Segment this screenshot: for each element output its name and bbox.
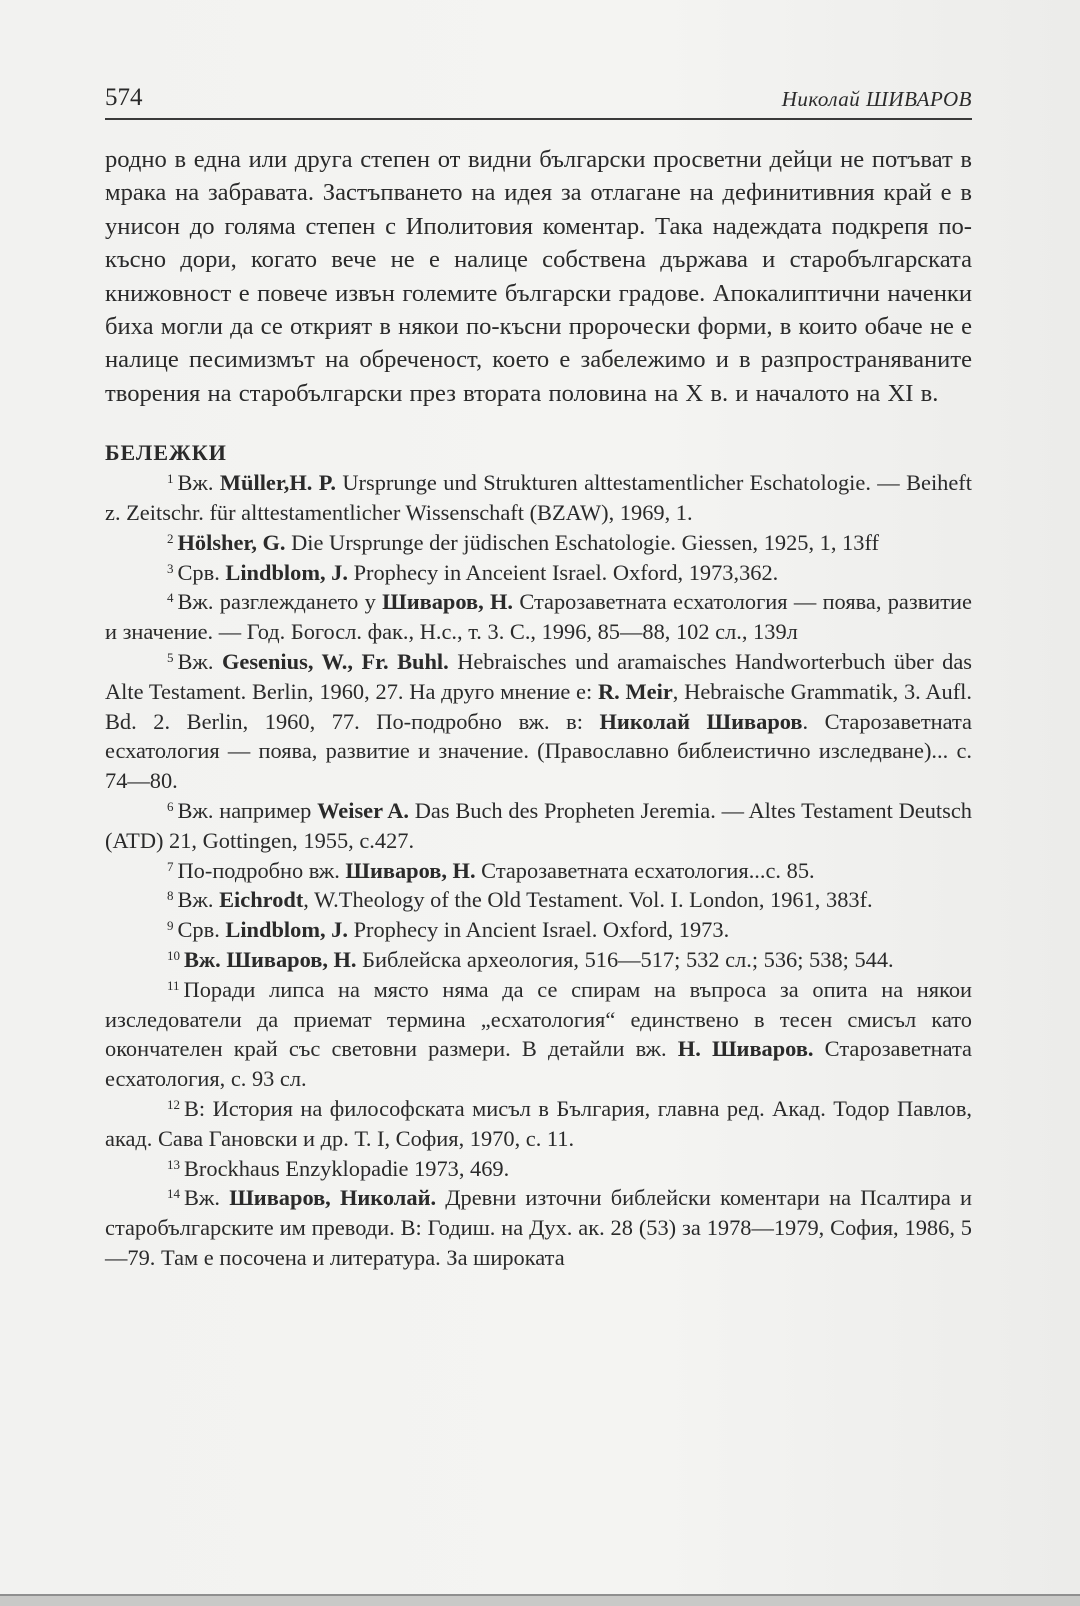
note-5: $^5$ Вж. Gesenius, W., Fr. Buhl. Hebraisches und aramaisches Handworterbuch über das Alte Testament. Berlin, 1960, 27. На друго мнение е: R. Meir, Hebraische Grammatik, 3. Aufl. Bd. 2. Berlin, 1960, 77. По-подробно вж. в: Николай Шиваров. Старозаветната есхатология — поява, развитие и значение. (Православно библеистично изследване)... с. 74—80. <box>105 649 972 794</box>
note-12: $^{12}$ В: История на философската мисъл в България, главна ред. Акад. Тодор Павлов, акад. Сава Гановски и др. Т. I, София, 1970, с. 11. <box>105 1095 972 1151</box>
page-header <box>105 82 972 120</box>
page-content <box>105 143 972 1273</box>
note-9: $^9$ Срв. Lindblom, J. Prophecy in Ancient Israel. Oxford, 1973. <box>167 917 730 943</box>
note-6: $^6$ Вж. например Weiser A. Das Buch des Propheten Jeremia. — Altes Testament Deutsch (ATD) 21, Gottingen, 1955, с.427. <box>105 798 972 853</box>
running-head: Николай ШИВАРОВ <box>781 87 972 111</box>
note-10: $^{10}$ Вж. Шиваров, Н. Библейска археология, 516—517; 532 сл.; 536; 538; 544. <box>167 947 894 972</box>
note-2: $^2$ Hölsher, G. Die Ursprunge der jüdischen Eschatologie. Giessen, 1925, 1, 13ff <box>167 529 879 555</box>
page-number: 574 <box>105 84 143 111</box>
note-13: $^{13}$ Brockhaus Enzyklopadie 1973, 469. <box>167 1155 510 1181</box>
notes-list <box>105 468 972 1273</box>
body-paragraph: родно в една или друга степен от видни български просветни дейци не потъват в мрака на забравата. Застъпването на идея за отлагане на дефинитивния край е в унисон до голяма степен с Иполитовия коментар. Така надеждата подкрепя по-късно дори, когато вече не е налице собствена държава и старобългарската книжовност е повече извън големите български градове. Апокалиптични наченки биха могли да се открият в някои по-късни пророчески форми, в които обаче не е налице песимизмът на обреченост, което е забележимо и в разпространяваните творения на старобългарски през втората половина на X в. и началото на XI в. <box>105 146 972 407</box>
note-7: $^7$ По-подробно вж. Шиваров, Н. Старозаветната есхатология...с. 85. <box>167 857 815 883</box>
note-4: $^4$ Вж. разглеждането у Шиваров, Н. Старозаветната есхатология — поява, развитие и значение. — Год. Богосл. фак., Н.с., т. 3. С., 1996, 85—88, 102 сл., 139л <box>105 589 972 645</box>
note-11: $^{11}$ Поради липса на място няма да се спирам на въпроса за опита на някои изследователи да приемат термина „есхатология“ единствено в тесен смисъл като окончателен край със световни размери. В детайли вж. Н. Шиваров. Старозаветната есхатология, с. 93 сл. <box>105 976 972 1092</box>
note-1: $^1$ Вж. Müller,H. P. Ursprunge und Strukturen alttestamentlicher Eschatologie. — Beiheft z. Zeitschr. für alttestamentlicher Wissenschaft (BZAW), 1969, 1. <box>105 470 972 526</box>
note-3: $^3$ Срв. Lindblom, J. Prophecy in Anceient Israel. Oxford, 1973,362. <box>167 559 779 585</box>
notes-heading: БЕЛЕЖКИ <box>105 440 227 466</box>
note-14: $^{14}$ Вж. Шиваров, Николай. Древни източни библейски коментари на Псалтира и старобългарските им преводи. В: Годиш. на Дух. ак. 28 (53) за 1978—1979, София, 1986, 5—79. Там е посочена и литература. За широката <box>105 1185 972 1270</box>
note-8: $^8$ Вж. Eichrodt, W.Theology of the Old Testament. Vol. I. London, 1961, 383f. <box>167 887 873 913</box>
scan-edge <box>0 1594 1080 1606</box>
